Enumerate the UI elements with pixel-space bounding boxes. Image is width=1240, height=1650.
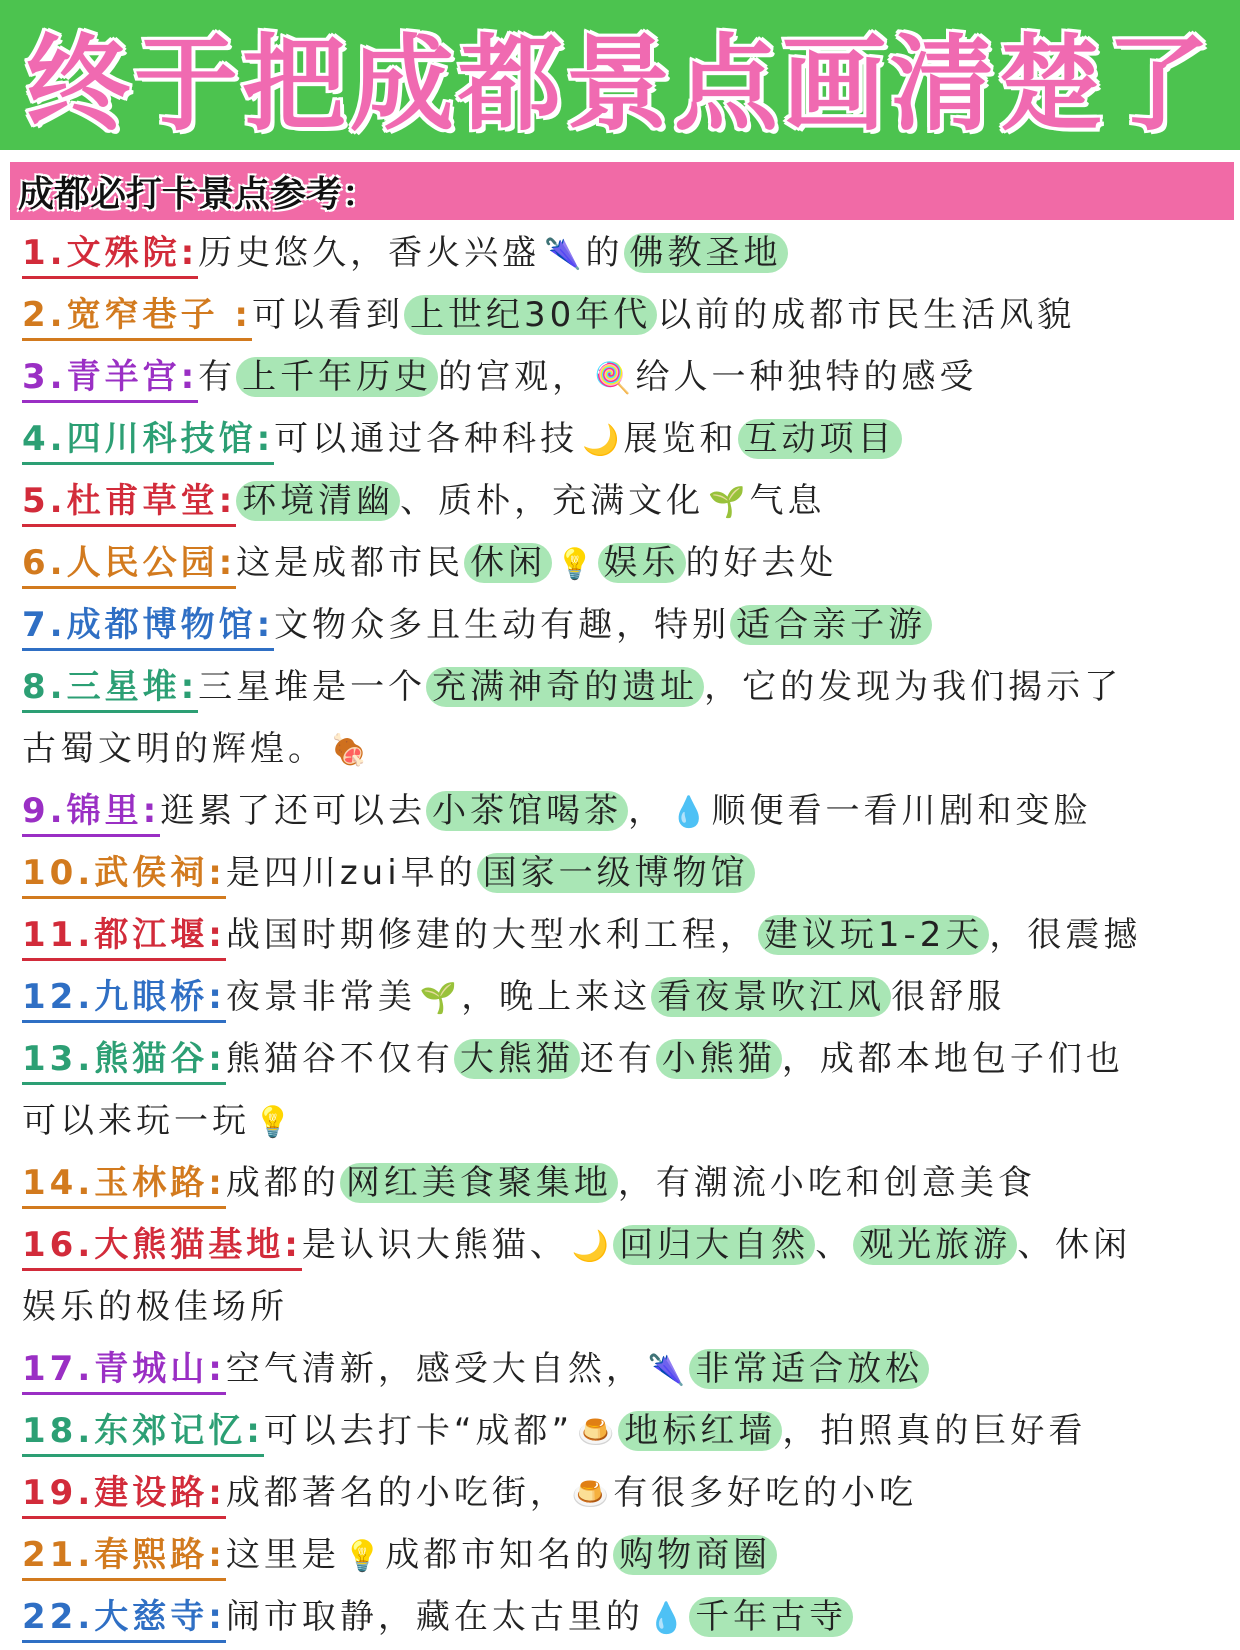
description-text: 、质朴，充满文化 xyxy=(400,481,705,521)
emoji-icon: 💡 xyxy=(556,547,594,582)
list-item-line xyxy=(0,1400,1240,1462)
list-item xyxy=(0,284,1240,346)
description-text: 战国时期修建的大型水利工程， xyxy=(225,915,758,955)
highlight-text: 非常适合放松 xyxy=(689,1349,929,1389)
list-item xyxy=(0,1152,1240,1214)
attraction-name: 22.大慈寺: xyxy=(22,1594,226,1643)
highlight-text: 娱乐 xyxy=(598,543,686,583)
description-text: 很舒服 xyxy=(891,977,1006,1017)
list-item xyxy=(0,1586,1240,1648)
highlight-text: 小熊猫 xyxy=(656,1039,782,1079)
description-text: 的 xyxy=(585,233,624,273)
description-text: 逛累了还可以去 xyxy=(160,791,427,831)
description-text: ，晚上来这 xyxy=(461,977,652,1017)
list-item-line xyxy=(0,470,1240,532)
description-text: 熊猫谷不仅有 xyxy=(225,1039,454,1079)
description-text: 这是成都市民 xyxy=(236,543,465,583)
list-item-line xyxy=(0,1524,1240,1586)
highlight-text: 上千年历史 xyxy=(236,357,438,397)
list-item-continuation xyxy=(0,1276,1240,1338)
description-text: ，很震撼 xyxy=(989,915,1142,955)
description-text: ， xyxy=(628,791,667,831)
description-text: 成都的 xyxy=(225,1163,340,1203)
description-text: 成都市知名的 xyxy=(385,1535,614,1575)
list-item-line xyxy=(0,1214,1240,1276)
attraction-name: 5.杜甫草堂: xyxy=(22,478,236,527)
list-item xyxy=(0,1462,1240,1524)
attraction-name: 10.武侯祠: xyxy=(22,850,226,899)
description-text: 可以看到 xyxy=(252,295,405,335)
list-item xyxy=(0,470,1240,532)
emoji-icon: 💧 xyxy=(670,795,708,830)
highlight-text: 地标红墙 xyxy=(618,1411,782,1451)
highlight-text: 充满神奇的遗址 xyxy=(426,667,704,707)
attraction-name: 17.青城山: xyxy=(22,1346,226,1395)
list-item-line xyxy=(0,904,1240,966)
highlight-text: 千年古寺 xyxy=(689,1597,853,1637)
highlight-text: 网红美食聚集地 xyxy=(340,1163,618,1203)
emoji-icon: 💧 xyxy=(647,1601,686,1636)
highlight-text: 大熊猫 xyxy=(454,1039,580,1079)
description-text: 是认识大熊猫、 xyxy=(301,1225,568,1265)
list-item xyxy=(0,594,1240,656)
description-text: 可以通过各种科技 xyxy=(274,419,579,459)
description-text: 有 xyxy=(198,357,237,397)
description-text: 还有 xyxy=(579,1039,656,1079)
list-item-line xyxy=(0,966,1240,1028)
highlight-text: 购物商圈 xyxy=(613,1535,777,1575)
description-text: 成都著名的小吃街， xyxy=(225,1473,568,1513)
list-item xyxy=(0,1028,1240,1152)
attraction-name: 11.都江堰: xyxy=(22,912,226,961)
attraction-name: 1.文殊院: xyxy=(22,230,198,279)
emoji-icon: 🌙 xyxy=(582,423,620,458)
list-item-line xyxy=(0,1152,1240,1214)
description-text: 给人一种独特的感受 xyxy=(635,357,978,397)
attraction-name: 8.三星堆: xyxy=(22,664,198,713)
attraction-name: 3.青羊宫: xyxy=(22,354,198,403)
description-text: 以前的成都市民生活风貌 xyxy=(657,295,1076,335)
list-item xyxy=(0,904,1240,966)
highlight-text: 建议玩1-2天 xyxy=(758,915,990,955)
list-item-line xyxy=(0,594,1240,656)
emoji-icon: 🍮 xyxy=(577,1415,615,1450)
list-item-continuation xyxy=(0,1090,1240,1152)
list-item-line xyxy=(0,408,1240,470)
list-item xyxy=(0,966,1240,1028)
description-text: 三星堆是一个 xyxy=(198,667,427,707)
emoji-icon: 🌙 xyxy=(571,1229,610,1264)
list-item-line xyxy=(0,346,1240,408)
list-item xyxy=(0,1524,1240,1586)
attraction-list xyxy=(0,222,1240,1648)
list-item xyxy=(0,780,1240,842)
emoji-icon: 🌂 xyxy=(647,1353,686,1388)
list-item xyxy=(0,1338,1240,1400)
attraction-name: 16.大熊猫基地: xyxy=(22,1222,302,1271)
emoji-icon: 🌂 xyxy=(544,237,582,272)
highlight-text: 小茶馆喝茶 xyxy=(426,791,628,831)
list-item xyxy=(0,222,1240,284)
highlight-text: 佛教圣地 xyxy=(624,233,788,273)
description-text: 闹市取静，藏在太古里的 xyxy=(225,1597,644,1637)
attraction-name: 6.人民公园: xyxy=(22,540,236,589)
attraction-name: 13.熊猫谷: xyxy=(22,1036,226,1085)
emoji-icon: 🌱 xyxy=(708,485,746,520)
attraction-name: 18.东郊记忆: xyxy=(22,1408,264,1457)
list-item xyxy=(0,1400,1240,1462)
highlight-text: 互动项目 xyxy=(738,419,902,459)
attraction-name: 7.成都博物馆: xyxy=(22,602,274,651)
highlight-text: 回归大自然 xyxy=(613,1225,815,1265)
list-item-line xyxy=(0,222,1240,284)
description-text: 娱乐的极佳场所 xyxy=(22,1287,288,1327)
page-title: 终于把成都景点画清楚了 xyxy=(25,23,1214,145)
description-text: ，它的发现为我们揭示了 xyxy=(704,667,1123,707)
highlight-text: 适合亲子游 xyxy=(730,605,932,645)
emoji-icon: 🍖 xyxy=(330,733,368,768)
highlight-text: 上世纪30年代 xyxy=(404,295,657,335)
attraction-name: 14.玉林路: xyxy=(22,1160,226,1209)
list-item-continuation xyxy=(0,718,1240,780)
emoji-icon: 💡 xyxy=(343,1539,382,1574)
attraction-name: 2.宽窄巷子 : xyxy=(22,292,252,341)
emoji-icon: 🍭 xyxy=(594,361,632,396)
attraction-name: 9.锦里: xyxy=(22,788,160,837)
list-item-line xyxy=(0,1028,1240,1090)
description-text: 可以来玩一玩 xyxy=(22,1101,250,1141)
section-header-text: 成都必打卡景点参考： xyxy=(18,173,379,215)
description-text: 、休闲 xyxy=(1017,1225,1132,1265)
highlight-text: 看夜景吹江风 xyxy=(651,977,891,1017)
description-text: ，成都本地包子们也 xyxy=(781,1039,1124,1079)
description-text: 有很多好吃的小吃 xyxy=(613,1473,918,1513)
description-text: ，有潮流小吃和创意美食 xyxy=(617,1163,1036,1203)
list-item-line xyxy=(0,1462,1240,1524)
attraction-name: 21.春熙路: xyxy=(22,1532,226,1581)
emoji-icon: 🌱 xyxy=(419,981,458,1016)
list-item xyxy=(0,346,1240,408)
list-item xyxy=(0,656,1240,780)
title-banner xyxy=(0,0,1240,150)
list-item xyxy=(0,842,1240,904)
description-text: 历史悠久，香火兴盛 xyxy=(198,233,541,273)
highlight-text: 国家一级博物馆 xyxy=(477,853,755,893)
list-item-line xyxy=(0,780,1240,842)
list-item-line xyxy=(0,1338,1240,1400)
description-text: 夜景非常美 xyxy=(225,977,416,1017)
description-text: 文物众多且生动有趣，特别 xyxy=(274,605,731,645)
list-item xyxy=(0,408,1240,470)
description-text: 是四川zui早的 xyxy=(225,853,477,893)
highlight-text: 观光旅游 xyxy=(853,1225,1017,1265)
attraction-name: 4.四川科技馆: xyxy=(22,416,274,465)
list-item xyxy=(0,1214,1240,1338)
list-item-line xyxy=(0,1586,1240,1648)
description-text: 这里是 xyxy=(225,1535,340,1575)
description-text: 可以去打卡“成都” xyxy=(263,1411,574,1451)
list-item-line xyxy=(0,532,1240,594)
attraction-name: 12.九眼桥: xyxy=(22,974,226,1023)
description-text: 的宫观， xyxy=(438,357,591,397)
list-item-line xyxy=(0,284,1240,346)
description-text: 顺便看一看川剧和变脸 xyxy=(711,791,1092,831)
description-text: 、 xyxy=(815,1225,854,1265)
description-text: 古蜀文明的辉煌。 xyxy=(22,729,326,769)
description-text: 展览和 xyxy=(623,419,738,459)
emoji-icon: 🍮 xyxy=(571,1477,610,1512)
list-item xyxy=(0,532,1240,594)
description-text: 的好去处 xyxy=(685,543,838,583)
emoji-icon: 💡 xyxy=(254,1105,292,1140)
description-text: 气息 xyxy=(749,481,826,521)
highlight-text: 环境清幽 xyxy=(236,481,400,521)
description-text: 空气清新，感受大自然， xyxy=(225,1349,644,1389)
highlight-text: 休闲 xyxy=(464,543,552,583)
list-item-line xyxy=(0,842,1240,904)
list-item-line xyxy=(0,656,1240,718)
section-header xyxy=(10,162,1234,220)
attraction-name: 19.建设路: xyxy=(22,1470,226,1519)
description-text: ，拍照真的巨好看 xyxy=(782,1411,1087,1451)
